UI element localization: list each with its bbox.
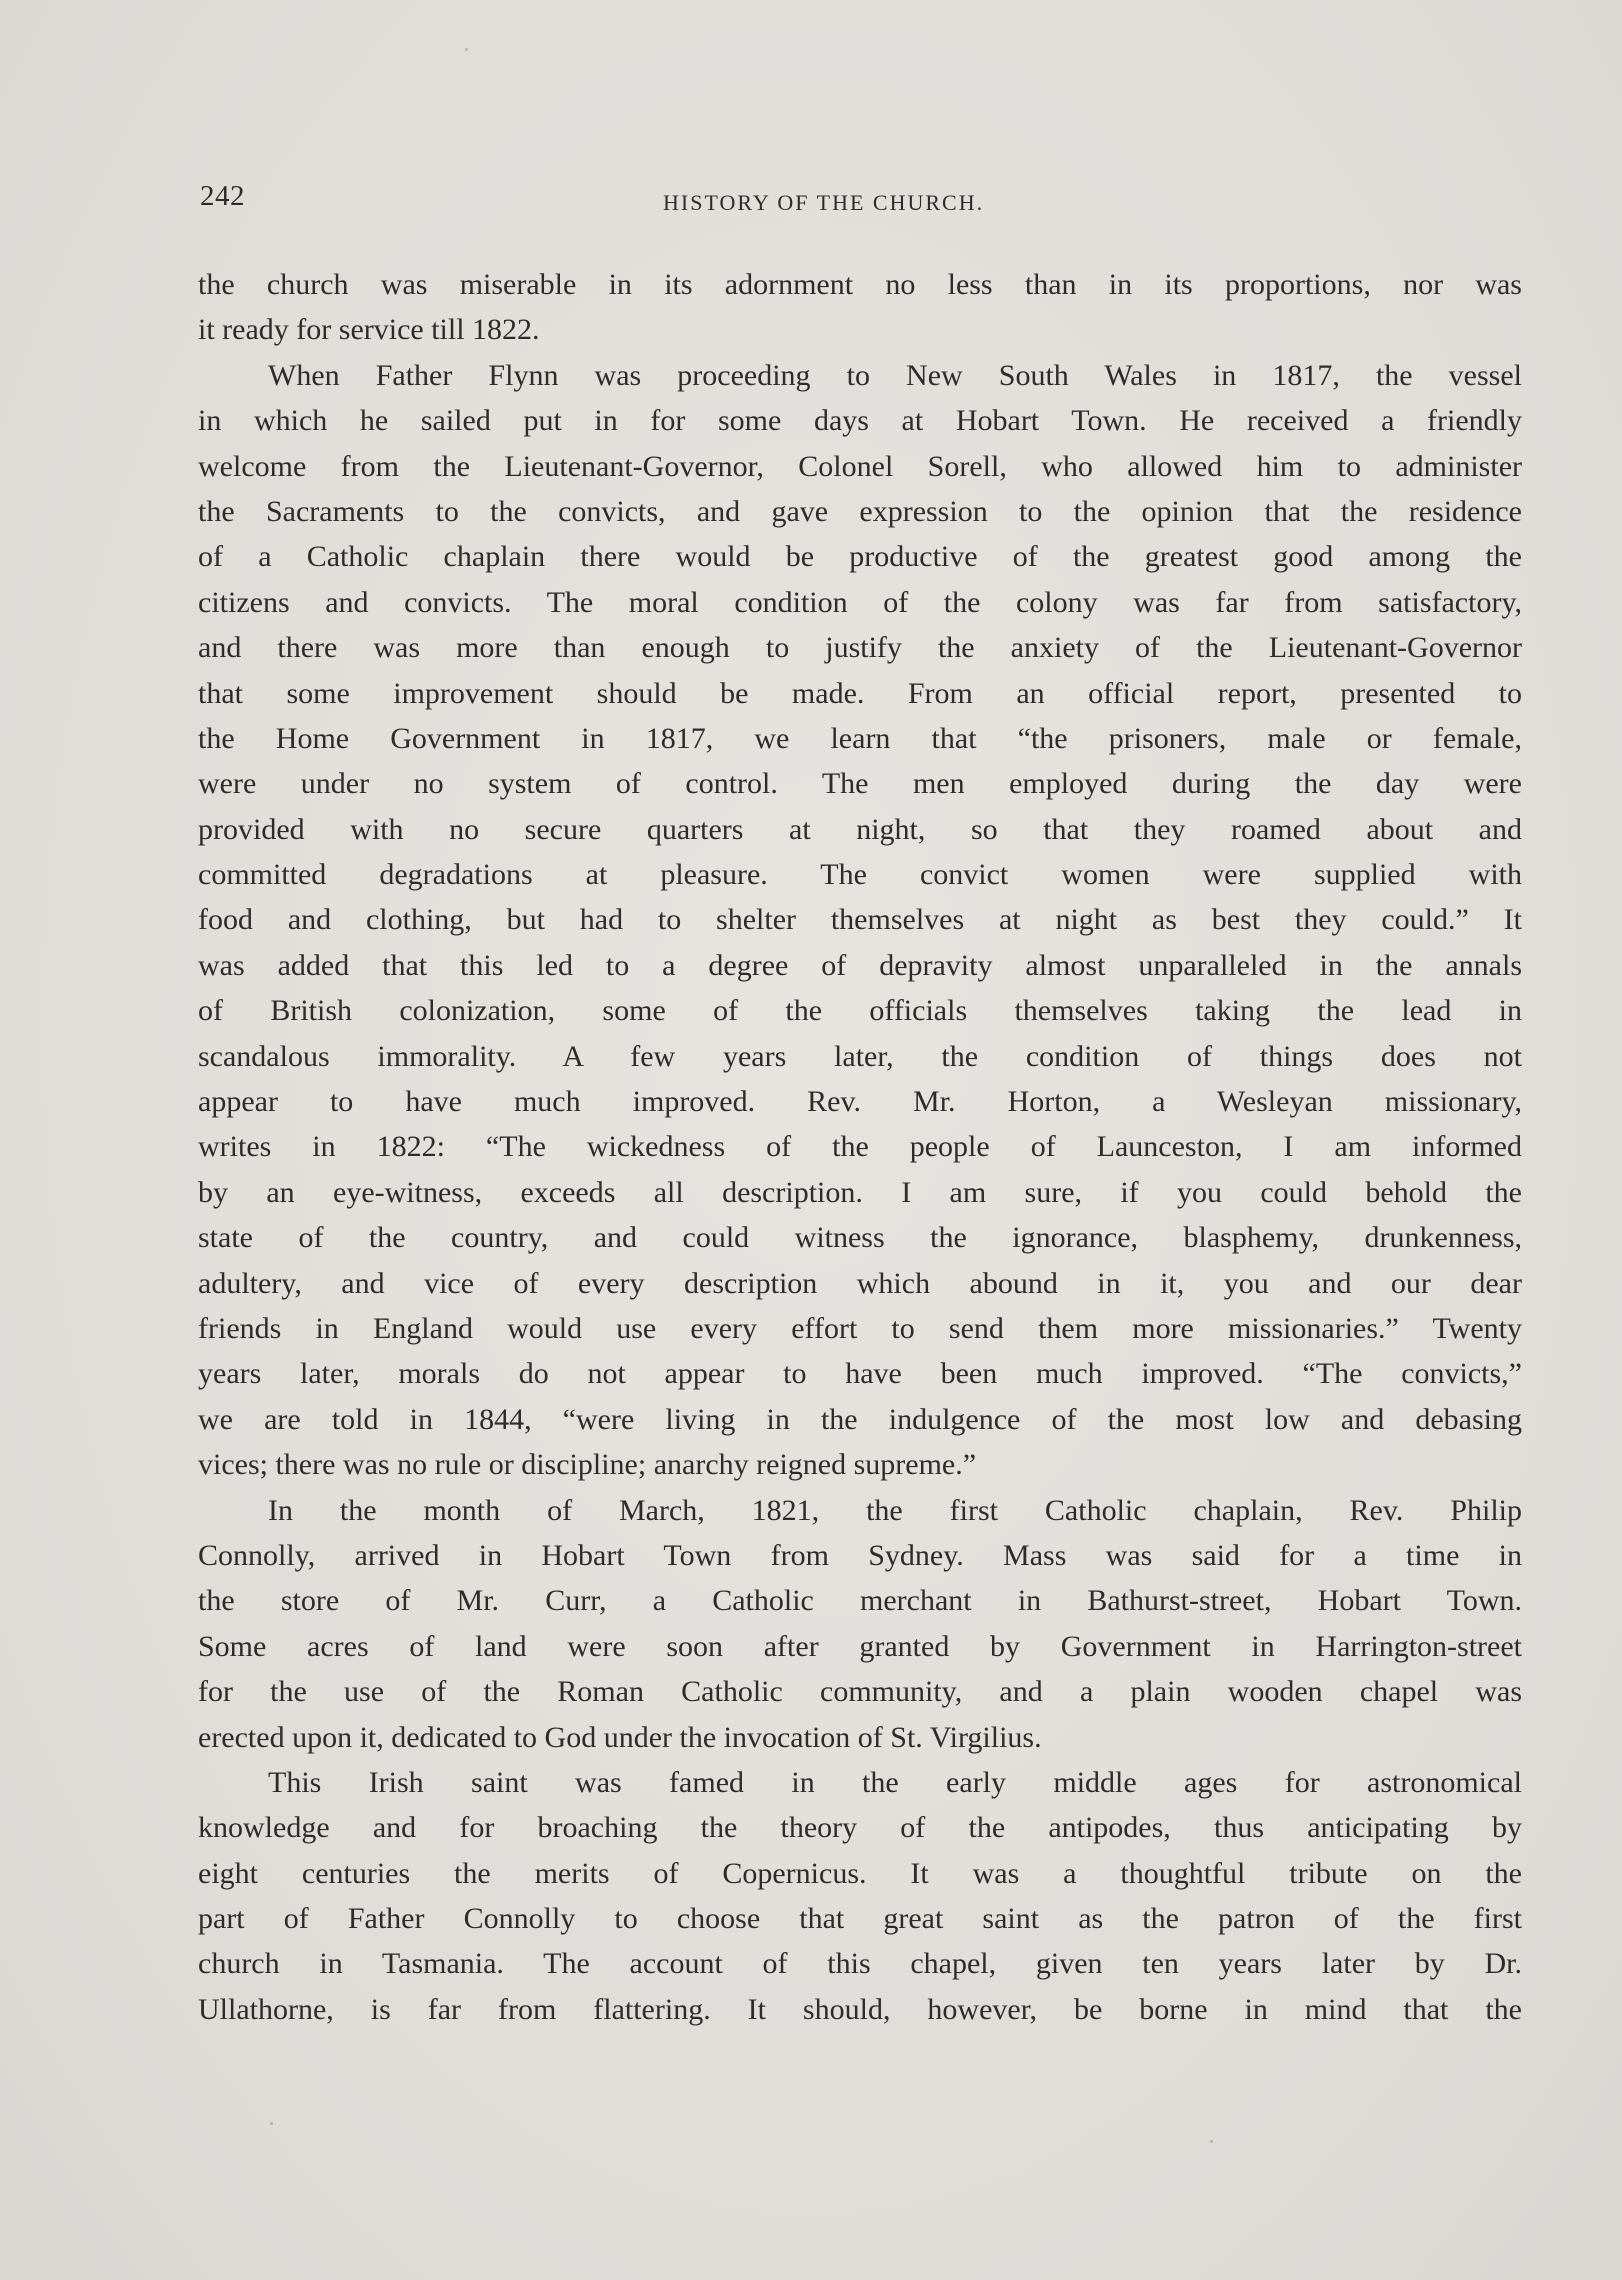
text-line: friends in England would use every effort to send them more missionaries.” Twenty [198, 1311, 1522, 1345]
text-line: church in Tasmania. The account of this chapel, given ten years later by Dr. [198, 1947, 1522, 1981]
text-line: in which he sailed put in for some days at Hobart Town. He received a friendly [198, 404, 1522, 438]
text-line: welcome from the Lieutenant-Governor, Colonel Sorell, who allowed him to administer [198, 449, 1522, 483]
text-line: the store of Mr. Curr, a Catholic merchant in Bathurst-street, Hobart Town. [198, 1584, 1522, 1618]
page-number: 242 [200, 180, 245, 212]
text-line: that some improvement should be made. From an official report, presented to [198, 676, 1522, 710]
text-line: we are told in 1844, “were living in the indulgence of the most low and debasing [198, 1402, 1522, 1436]
text-line: it ready for service till 1822. [198, 313, 540, 347]
text-line: provided with no secure quarters at night, so that they roamed about and [198, 812, 1522, 846]
text-line: committed degradations at pleasure. The convict women were supplied with [198, 858, 1522, 892]
text-line: Connolly, arrived in Hobart Town from Sydney. Mass was said for a time in [198, 1538, 1522, 1572]
text-line: erected upon it, dedicated to God under the invocation of St. Virgilius. [198, 1720, 1042, 1754]
text-line: This Irish saint was famed in the early middle ages for astronomical [268, 1765, 1522, 1799]
paragraph-continuation [198, 262, 1522, 353]
text-line: part of Father Connolly to choose that great saint as the patron of the first [198, 1902, 1522, 1936]
paper-speck [465, 48, 468, 51]
text-line: citizens and convicts. The moral condition of the colony was far from satisfactory, [198, 585, 1522, 619]
text-line: the Sacraments to the convicts, and gave expression to the opinion that the residence [198, 494, 1522, 528]
text-line: by an eye-witness, exceeds all description. I am sure, if you could behold the [198, 1175, 1522, 1209]
text-line: appear to have much improved. Rev. Mr. Horton, a Wesleyan missionary, [198, 1085, 1522, 1119]
text-line: years later, morals do not appear to have been much improved. “The convicts,” [198, 1357, 1522, 1391]
text-line: vices; there was no rule or discipline; anarchy reigned supreme.” [198, 1448, 977, 1482]
text-line: was added that this led to a degree of depravity almost unparalleled in the annals [198, 948, 1522, 982]
text-line: the Home Government in 1817, we learn that “the prisoners, male or female, [198, 721, 1522, 755]
text-line: for the use of the Roman Catholic community, and a plain wooden chapel was [198, 1675, 1522, 1709]
text-line: food and clothing, but had to shelter themselves at night as best they could.” It [198, 903, 1522, 937]
text-line: adultery, and vice of every description which abound in it, you and our dear [198, 1266, 1522, 1300]
text-line: of British colonization, some of the officials themselves taking the lead in [198, 994, 1522, 1028]
text-line: Some acres of land were soon after granted by Government in Harrington-street [198, 1629, 1522, 1663]
paper-speck [270, 2122, 273, 2125]
text-line: In the month of March, 1821, the first Catholic chaplain, Rev. Philip [268, 1493, 1522, 1527]
body-text [198, 262, 1522, 2032]
text-line: Ullathorne, is far from flattering. It should, however, be borne in mind that the [198, 1992, 1522, 2026]
text-line: When Father Flynn was proceeding to New South Wales in 1817, the vessel [268, 358, 1522, 392]
text-line: and there was more than enough to justify the anxiety of the Lieutenant-Governor [198, 631, 1522, 665]
paper-speck [1210, 2140, 1213, 2143]
running-head: HISTORY OF THE CHURCH. [663, 190, 985, 215]
text-line: knowledge and for broaching the theory of the antipodes, thus anticipating by [198, 1811, 1522, 1845]
paragraph-father-flynn [198, 353, 1522, 1488]
paragraph-first-chaplain [198, 1488, 1522, 1760]
text-line: scandalous immorality. A few years later, the condition of things does not [198, 1039, 1522, 1073]
paragraph-st-virgilius [198, 1760, 1522, 2032]
text-line: eight centuries the merits of Copernicus. It was a thoughtful tribute on the [198, 1856, 1522, 1890]
text-line: of a Catholic chaplain there would be productive of the greatest good among the [198, 540, 1522, 574]
text-line: writes in 1822: “The wickedness of the people of Launceston, I am informed [198, 1130, 1522, 1164]
text-line: state of the country, and could witness the ignorance, blasphemy, drunkenness, [198, 1221, 1522, 1255]
text-line: were under no system of control. The men employed during the day were [198, 767, 1522, 801]
text-line: the church was miserable in its adornment no less than in its proportions, nor was [198, 268, 1522, 301]
